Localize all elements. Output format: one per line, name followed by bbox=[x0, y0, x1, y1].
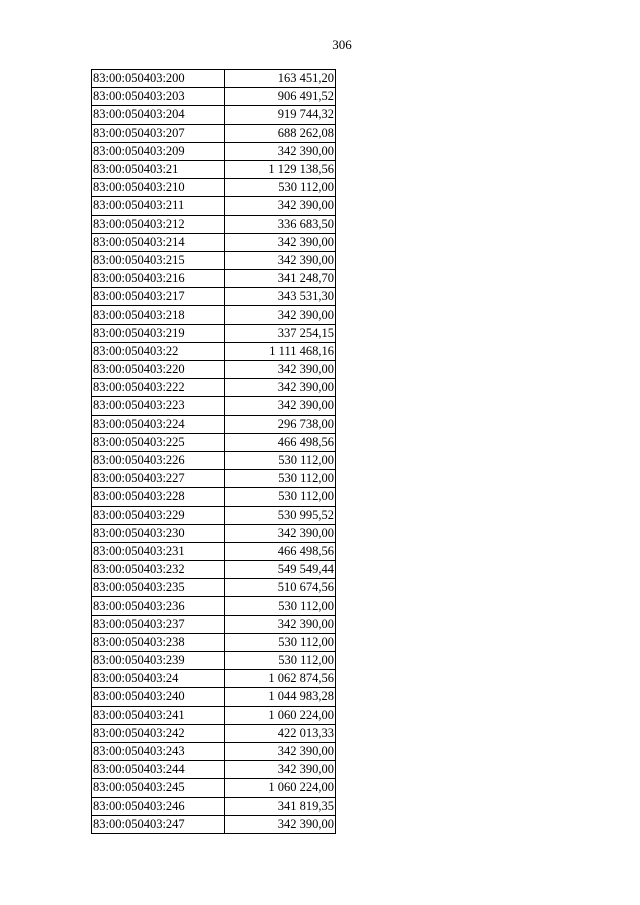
value-cell: 510 674,56 bbox=[225, 579, 336, 597]
table-row bbox=[92, 652, 336, 670]
cadastral-number-cell: 83:00:050403:235 bbox=[92, 579, 225, 597]
cadastral-number-cell: 83:00:050403:247 bbox=[92, 815, 225, 833]
cadastral-number-cell: 83:00:050403:214 bbox=[92, 233, 225, 251]
table-row bbox=[92, 270, 336, 288]
cadastral-number-cell: 83:00:050403:240 bbox=[92, 688, 225, 706]
value-cell: 342 390,00 bbox=[225, 397, 336, 415]
table-row bbox=[92, 488, 336, 506]
table-row bbox=[92, 670, 336, 688]
cadastral-number-cell: 83:00:050403:225 bbox=[92, 433, 225, 451]
cadastral-number-cell: 83:00:050403:200 bbox=[92, 70, 225, 88]
table-row bbox=[92, 70, 336, 88]
value-cell: 342 390,00 bbox=[225, 306, 336, 324]
cadastral-number-cell: 83:00:050403:244 bbox=[92, 761, 225, 779]
value-cell: 337 254,15 bbox=[225, 324, 336, 342]
table-row bbox=[92, 160, 336, 178]
value-cell: 342 390,00 bbox=[225, 361, 336, 379]
cadastral-number-cell: 83:00:050403:24 bbox=[92, 670, 225, 688]
value-cell: 342 390,00 bbox=[225, 142, 336, 160]
cadastral-number-cell: 83:00:050403:217 bbox=[92, 288, 225, 306]
value-cell: 530 112,00 bbox=[225, 652, 336, 670]
cadastral-number-cell: 83:00:050403:211 bbox=[92, 197, 225, 215]
table-row bbox=[92, 506, 336, 524]
cadastral-number-cell: 83:00:050403:21 bbox=[92, 160, 225, 178]
value-cell: 342 390,00 bbox=[225, 815, 336, 833]
table-row bbox=[92, 615, 336, 633]
table-row bbox=[92, 433, 336, 451]
table-row bbox=[92, 742, 336, 760]
value-cell: 530 112,00 bbox=[225, 597, 336, 615]
value-cell: 296 738,00 bbox=[225, 415, 336, 433]
table-row bbox=[92, 451, 336, 469]
value-cell: 1 060 224,00 bbox=[225, 706, 336, 724]
value-cell: 919 744,32 bbox=[225, 106, 336, 124]
cadastral-number-cell: 83:00:050403:219 bbox=[92, 324, 225, 342]
table-row bbox=[92, 124, 336, 142]
value-cell: 1 060 224,00 bbox=[225, 779, 336, 797]
value-cell: 530 112,00 bbox=[225, 451, 336, 469]
value-cell: 549 549,44 bbox=[225, 561, 336, 579]
cadastral-number-cell: 83:00:050403:22 bbox=[92, 342, 225, 360]
cadastral-number-cell: 83:00:050403:238 bbox=[92, 633, 225, 651]
table-row bbox=[92, 579, 336, 597]
value-cell: 1 062 874,56 bbox=[225, 670, 336, 688]
cadastral-number-cell: 83:00:050403:212 bbox=[92, 215, 225, 233]
value-cell: 1 044 983,28 bbox=[225, 688, 336, 706]
cadastral-number-cell: 83:00:050403:203 bbox=[92, 88, 225, 106]
cadastral-number-cell: 83:00:050403:241 bbox=[92, 706, 225, 724]
table-row bbox=[92, 324, 336, 342]
table-row bbox=[92, 688, 336, 706]
value-cell: 342 390,00 bbox=[225, 524, 336, 542]
table-row bbox=[92, 724, 336, 742]
value-cell: 422 013,33 bbox=[225, 724, 336, 742]
table-row bbox=[92, 397, 336, 415]
table-row bbox=[92, 706, 336, 724]
cadastral-number-cell: 83:00:050403:232 bbox=[92, 561, 225, 579]
table-row bbox=[92, 179, 336, 197]
cadastral-number-cell: 83:00:050403:245 bbox=[92, 779, 225, 797]
cadastral-number-cell: 83:00:050403:239 bbox=[92, 652, 225, 670]
cadastral-number-cell: 83:00:050403:204 bbox=[92, 106, 225, 124]
value-cell: 342 390,00 bbox=[225, 615, 336, 633]
value-cell: 530 112,00 bbox=[225, 633, 336, 651]
table-row bbox=[92, 561, 336, 579]
value-cell: 343 531,30 bbox=[225, 288, 336, 306]
value-cell: 466 498,56 bbox=[225, 542, 336, 560]
value-cell: 342 390,00 bbox=[225, 233, 336, 251]
cadastral-number-cell: 83:00:050403:242 bbox=[92, 724, 225, 742]
table-row bbox=[92, 306, 336, 324]
cadastral-number-cell: 83:00:050403:209 bbox=[92, 142, 225, 160]
table-row bbox=[92, 215, 336, 233]
cadastral-number-cell: 83:00:050403:207 bbox=[92, 124, 225, 142]
cadastral-number-cell: 83:00:050403:224 bbox=[92, 415, 225, 433]
cadastral-number-cell: 83:00:050403:230 bbox=[92, 524, 225, 542]
cadastral-number-cell: 83:00:050403:236 bbox=[92, 597, 225, 615]
table-row bbox=[92, 251, 336, 269]
value-cell: 341 248,70 bbox=[225, 270, 336, 288]
cadastral-number-cell: 83:00:050403:223 bbox=[92, 397, 225, 415]
value-cell: 530 995,52 bbox=[225, 506, 336, 524]
table-row bbox=[92, 415, 336, 433]
table-row bbox=[92, 761, 336, 779]
value-cell: 466 498,56 bbox=[225, 433, 336, 451]
value-cell: 342 390,00 bbox=[225, 379, 336, 397]
table-row bbox=[92, 524, 336, 542]
cadastral-number-cell: 83:00:050403:228 bbox=[92, 488, 225, 506]
value-cell: 530 112,00 bbox=[225, 470, 336, 488]
table-row bbox=[92, 797, 336, 815]
cadastral-number-cell: 83:00:050403:227 bbox=[92, 470, 225, 488]
value-cell: 342 390,00 bbox=[225, 197, 336, 215]
table-row bbox=[92, 342, 336, 360]
table-row bbox=[92, 597, 336, 615]
cadastral-number-cell: 83:00:050403:246 bbox=[92, 797, 225, 815]
value-cell: 688 262,08 bbox=[225, 124, 336, 142]
value-cell: 342 390,00 bbox=[225, 761, 336, 779]
cadastral-number-cell: 83:00:050403:222 bbox=[92, 379, 225, 397]
value-cell: 341 819,35 bbox=[225, 797, 336, 815]
value-cell: 1 129 138,56 bbox=[225, 160, 336, 178]
table-row bbox=[92, 633, 336, 651]
cadastral-number-cell: 83:00:050403:215 bbox=[92, 251, 225, 269]
table-row bbox=[92, 542, 336, 560]
cadastral-number-cell: 83:00:050403:218 bbox=[92, 306, 225, 324]
cadastral-value-table bbox=[91, 69, 336, 834]
cadastral-number-cell: 83:00:050403:231 bbox=[92, 542, 225, 560]
table-row bbox=[92, 379, 336, 397]
value-cell: 342 390,00 bbox=[225, 742, 336, 760]
value-cell: 342 390,00 bbox=[225, 251, 336, 269]
table-row bbox=[92, 197, 336, 215]
value-cell: 906 491,52 bbox=[225, 88, 336, 106]
value-cell: 336 683,50 bbox=[225, 215, 336, 233]
table-row bbox=[92, 233, 336, 251]
cadastral-number-cell: 83:00:050403:216 bbox=[92, 270, 225, 288]
value-cell: 530 112,00 bbox=[225, 488, 336, 506]
cadastral-number-cell: 83:00:050403:237 bbox=[92, 615, 225, 633]
value-cell: 1 111 468,16 bbox=[225, 342, 336, 360]
table-row bbox=[92, 88, 336, 106]
table-body bbox=[92, 70, 336, 834]
cadastral-number-cell: 83:00:050403:210 bbox=[92, 179, 225, 197]
table-row bbox=[92, 470, 336, 488]
value-cell: 163 451,20 bbox=[225, 70, 336, 88]
table-row bbox=[92, 106, 336, 124]
cadastral-number-cell: 83:00:050403:243 bbox=[92, 742, 225, 760]
cadastral-number-cell: 83:00:050403:226 bbox=[92, 451, 225, 469]
table-row bbox=[92, 815, 336, 833]
cadastral-number-cell: 83:00:050403:229 bbox=[92, 506, 225, 524]
table-row bbox=[92, 142, 336, 160]
cadastral-number-cell: 83:00:050403:220 bbox=[92, 361, 225, 379]
table-row bbox=[92, 361, 336, 379]
table-row bbox=[92, 288, 336, 306]
value-cell: 530 112,00 bbox=[225, 179, 336, 197]
table-row bbox=[92, 779, 336, 797]
page-number: 306 bbox=[332, 37, 352, 52]
